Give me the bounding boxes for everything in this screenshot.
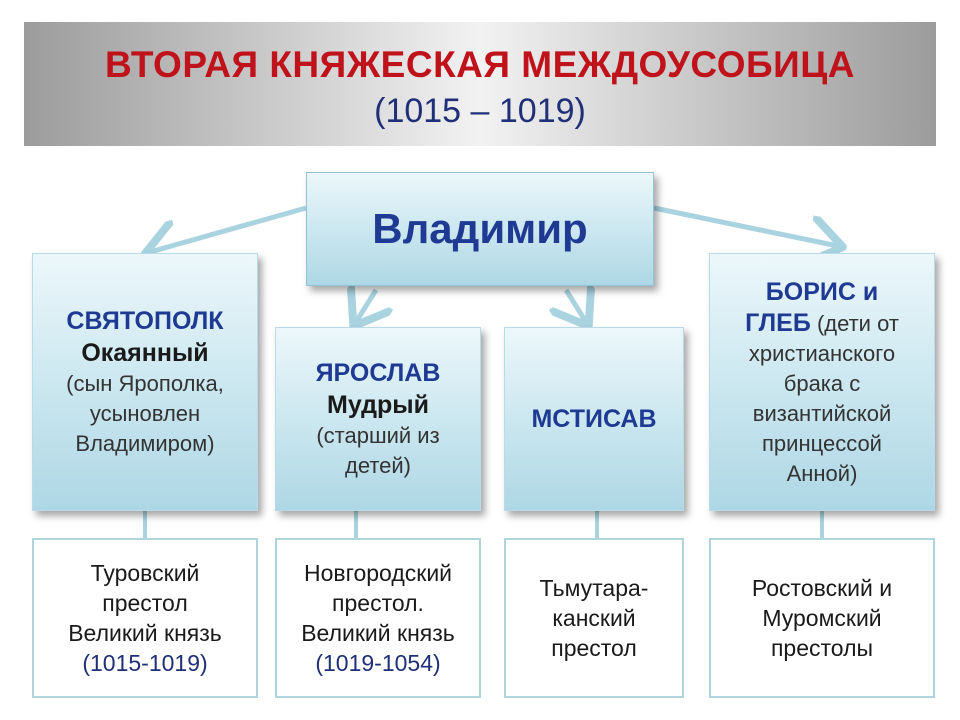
diagram-subtitle-dates: (1015 – 1019): [374, 92, 586, 130]
svyatopolk-note-line: (сын Ярополка,: [66, 371, 224, 396]
throne-box-svyatopolk: [32, 538, 258, 698]
vladimir-name: Владимир: [372, 205, 588, 252]
arrow-to-mstislav: [566, 290, 586, 322]
node-vladimir: [306, 172, 654, 286]
diagram-title: ВТОРАЯ КНЯЖЕСКАЯ МЕЖДОУСОБИЦА: [105, 44, 855, 85]
throne-box-mstislav: [504, 538, 684, 698]
arrow-to-svyatopolk: [150, 208, 306, 252]
mstislav-name: МСТИСАВ: [531, 404, 657, 433]
node-yaroslav: [275, 327, 481, 511]
boris-gleb-note-line: византийской: [752, 400, 892, 426]
node-mstislav: [504, 327, 684, 511]
throne-line: канский: [552, 605, 636, 631]
throne-line: престол: [102, 590, 188, 616]
svyatopolk-epithet: Окаянный: [81, 339, 209, 367]
arrow-to-yaroslav: [356, 290, 376, 322]
svyatopolk-note-line: усыновлен: [89, 401, 201, 426]
throne-line: Туровский: [90, 560, 200, 586]
boris-gleb-name-line: [766, 276, 878, 308]
yaroslav-note-line: детей): [344, 453, 412, 478]
throne-box-yaroslav: [275, 538, 481, 698]
boris-gleb-second-line: [745, 308, 899, 339]
throne-line: Тьмутара-: [539, 575, 649, 601]
boris-gleb-note-line: Анной): [786, 460, 858, 486]
boris-gleb-note-line: христианского: [748, 340, 896, 366]
throne-line: престол: [551, 635, 637, 661]
throne-dates: (1015-1019): [82, 650, 208, 676]
yaroslav-epithet: Мудрый: [327, 391, 429, 419]
boris-gleb-note-inline: (дети от: [816, 310, 899, 336]
gleb-name: ГЛЕБ: [745, 308, 811, 337]
node-boris-gleb: [709, 253, 935, 511]
svyatopolk-name: СВЯТОПОЛК: [66, 307, 224, 335]
throne-line: Ростовский и: [751, 575, 893, 601]
arrow-to-boris-gleb: [654, 208, 838, 246]
yaroslav-name: ЯРОСЛАВ: [315, 359, 441, 387]
throne-line: Великий князь: [68, 620, 222, 646]
boris-gleb-note-line: брака с: [783, 370, 861, 396]
throne-line: Новгородский: [303, 560, 453, 586]
throne-box-boris-gleb: [709, 538, 935, 698]
yaroslav-note-line: (старший из: [316, 423, 440, 448]
svyatopolk-note-line: Владимиром): [75, 431, 215, 456]
node-svyatopolk: [32, 253, 258, 511]
throne-dates: (1019-1054): [315, 650, 441, 676]
boris-name: БОРИС и: [765, 277, 879, 306]
throne-line: престолы: [770, 635, 874, 661]
throne-line: Великий князь: [301, 620, 455, 646]
boris-gleb-note-line: принцессой: [762, 430, 882, 456]
throne-line: Муромский: [762, 605, 882, 631]
throne-line: престол.: [332, 590, 424, 616]
